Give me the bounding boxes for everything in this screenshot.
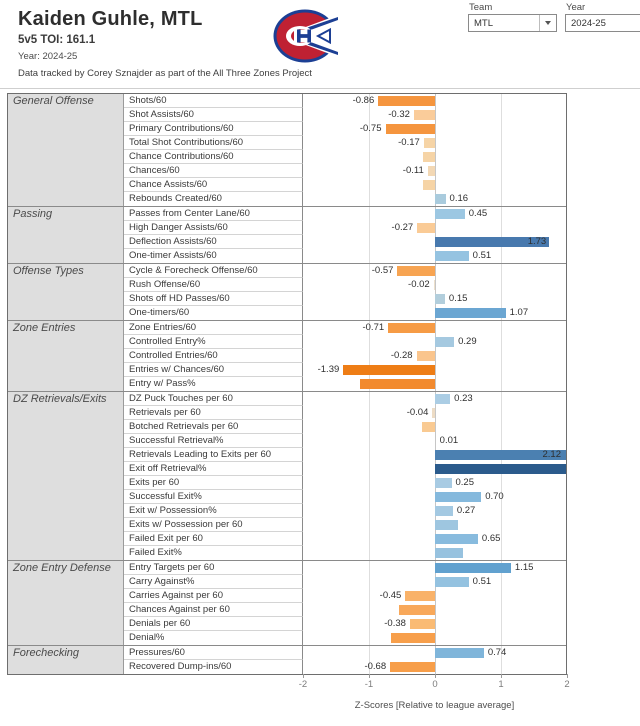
axis-tick bbox=[567, 674, 568, 678]
bar-value-label: 0.74 bbox=[487, 647, 507, 658]
table-row bbox=[124, 335, 566, 349]
bar-value-label: -0.71 bbox=[362, 322, 385, 333]
table-row bbox=[124, 504, 566, 518]
stat-label: Successful Retrieval% bbox=[124, 434, 303, 448]
bar-cell bbox=[303, 349, 566, 363]
stat-label: Rebounds Created/60 bbox=[124, 192, 303, 206]
bar-cell bbox=[303, 108, 566, 122]
stat-label: Failed Exit per 60 bbox=[124, 532, 303, 546]
bar-cell bbox=[303, 589, 566, 603]
stat-label: Shots/60 bbox=[124, 94, 303, 108]
table-row bbox=[124, 377, 566, 391]
team-select[interactable] bbox=[468, 14, 557, 32]
axis-tick bbox=[435, 674, 436, 678]
stat-label: Recovered Dump-ins/60 bbox=[124, 660, 303, 674]
bar-cell bbox=[303, 278, 566, 292]
stat-label: Chances/60 bbox=[124, 164, 303, 178]
bar-value-label: -0.02 bbox=[408, 279, 430, 290]
bar-cell bbox=[303, 363, 566, 377]
table-row bbox=[124, 278, 566, 292]
table-row bbox=[124, 546, 566, 560]
stat-label: Shot Assists/60 bbox=[124, 108, 303, 122]
stat-label: Retrievals per 60 bbox=[124, 406, 303, 420]
z-score-bar[interactable] bbox=[435, 478, 452, 488]
bar-value-label: -0.38 bbox=[384, 618, 406, 629]
z-score-bar[interactable] bbox=[417, 351, 435, 361]
table-row bbox=[124, 575, 566, 589]
bar-cell bbox=[303, 292, 566, 306]
z-score-bar[interactable] bbox=[435, 294, 445, 304]
stat-label: Denials per 60 bbox=[124, 617, 303, 631]
team-filter-label: Team bbox=[469, 2, 493, 13]
header-divider bbox=[0, 88, 640, 89]
z-score-bar[interactable] bbox=[435, 394, 450, 404]
section-label: Forechecking bbox=[8, 646, 124, 674]
bar-value-label: 0.16 bbox=[449, 193, 469, 204]
bar-value-label: -0.45 bbox=[379, 590, 402, 601]
z-score-bar[interactable] bbox=[405, 591, 435, 601]
z-score-bar[interactable] bbox=[423, 152, 435, 162]
z-score-bar[interactable] bbox=[424, 138, 435, 148]
bar-value-label: -0.75 bbox=[359, 123, 382, 134]
bar-cell bbox=[303, 136, 566, 150]
bar-value-label: 0.27 bbox=[456, 505, 476, 516]
bar-cell bbox=[303, 249, 566, 263]
section-1 bbox=[8, 207, 566, 264]
z-score-bar[interactable] bbox=[435, 464, 566, 474]
year-filter-label: Year bbox=[566, 2, 586, 13]
z-score-bar[interactable] bbox=[388, 323, 435, 333]
table-row bbox=[124, 476, 566, 490]
year-input-value: 2024-25 bbox=[571, 17, 606, 29]
table-row bbox=[124, 264, 566, 278]
stat-label: Exits per 60 bbox=[124, 476, 303, 490]
bar-value-label: 0.23 bbox=[454, 393, 473, 404]
z-score-bar[interactable] bbox=[435, 194, 446, 204]
stat-label: Deflection Assists/60 bbox=[124, 235, 303, 249]
bar-value-label: -0.04 bbox=[406, 407, 429, 418]
stat-label: Chance Assists/60 bbox=[124, 178, 303, 192]
bar-cell bbox=[303, 306, 566, 320]
bar-value-label: -0.68 bbox=[364, 661, 387, 672]
section-3 bbox=[8, 321, 566, 392]
bar-cell bbox=[303, 660, 566, 674]
bar-cell bbox=[303, 631, 566, 645]
stat-label: High Danger Assists/60 bbox=[124, 221, 303, 235]
table-row bbox=[124, 660, 566, 674]
section-label: DZ Retrievals/Exits bbox=[8, 392, 124, 560]
table-row bbox=[124, 108, 566, 122]
bar-value-label: -0.27 bbox=[391, 222, 414, 233]
table-row bbox=[124, 136, 566, 150]
table-row bbox=[124, 321, 566, 335]
axis-tick bbox=[369, 674, 370, 678]
table-row bbox=[124, 122, 566, 136]
section-label: Passing bbox=[8, 207, 124, 263]
bar-value-label: 0.51 bbox=[472, 250, 492, 261]
stat-label: Denial% bbox=[124, 631, 303, 645]
table-row bbox=[124, 94, 566, 108]
axis-tick-label: -1 bbox=[364, 679, 374, 690]
bar-value-label: 0.15 bbox=[448, 293, 468, 304]
table-row bbox=[124, 561, 566, 575]
table-row bbox=[124, 349, 566, 363]
section-label: Zone Entries bbox=[8, 321, 124, 391]
table-row bbox=[124, 207, 566, 221]
bar-value-label: 2.12 bbox=[542, 449, 561, 460]
z-score-bar[interactable] bbox=[435, 534, 478, 544]
stat-label: Rush Offense/60 bbox=[124, 278, 303, 292]
z-score-bar[interactable] bbox=[378, 96, 435, 106]
table-row bbox=[124, 235, 566, 249]
stat-label: Entry Targets per 60 bbox=[124, 561, 303, 575]
table-row bbox=[124, 589, 566, 603]
z-score-bar[interactable] bbox=[390, 662, 435, 672]
z-score-bar[interactable] bbox=[391, 633, 435, 643]
table-row bbox=[124, 221, 566, 235]
axis-tick-label: 1 bbox=[498, 679, 504, 690]
bar-cell bbox=[303, 504, 566, 518]
section-4 bbox=[8, 392, 566, 561]
bar-cell bbox=[303, 150, 566, 164]
section-0 bbox=[8, 94, 566, 207]
table-row bbox=[124, 249, 566, 263]
section-6 bbox=[8, 646, 566, 674]
bar-value-label: 0.65 bbox=[481, 533, 501, 544]
credit-line: Data tracked by Corey Sznajder as part of the All Three Zones Project bbox=[18, 68, 312, 79]
toi-subtitle: 5v5 TOI: 161.1 bbox=[18, 34, 96, 46]
table-row bbox=[124, 462, 566, 476]
bar-cell bbox=[303, 617, 566, 631]
z-score-bar[interactable] bbox=[435, 337, 454, 347]
stat-label: Retrievals Leading to Exits per 60 bbox=[124, 448, 303, 462]
bar-value-label: -0.17 bbox=[398, 137, 420, 148]
table-row bbox=[124, 532, 566, 546]
z-score-bar[interactable] bbox=[343, 365, 435, 375]
bar-value-label: 0.25 bbox=[455, 477, 474, 488]
stat-label: Exit off Retrieval% bbox=[124, 462, 303, 476]
table-row bbox=[124, 406, 566, 420]
table-row bbox=[124, 292, 566, 306]
stat-label: Controlled Entries/60 bbox=[124, 349, 303, 363]
bar-value-label: -0.28 bbox=[390, 350, 413, 361]
table-row bbox=[124, 490, 566, 504]
table-row bbox=[124, 448, 566, 462]
bar-cell bbox=[303, 192, 566, 206]
table-row bbox=[124, 392, 566, 406]
bar-cell bbox=[303, 235, 566, 249]
z-score-bar[interactable] bbox=[399, 605, 435, 615]
year-subtitle: Year: 2024-25 bbox=[18, 51, 78, 62]
stat-label: Failed Exit% bbox=[124, 546, 303, 560]
stat-label: Successful Exit% bbox=[124, 490, 303, 504]
stat-label: Entry w/ Pass% bbox=[124, 377, 303, 391]
bar-value-label: -0.57 bbox=[371, 265, 394, 276]
bar-cell bbox=[303, 575, 566, 589]
bar-cell bbox=[303, 335, 566, 349]
bar-cell bbox=[303, 462, 566, 476]
z-score-bar[interactable] bbox=[435, 577, 469, 587]
section-label: Zone Entry Defense bbox=[8, 561, 124, 645]
stat-label: One-timer Assists/60 bbox=[124, 249, 303, 263]
bar-cell bbox=[303, 476, 566, 490]
bar-cell bbox=[303, 448, 566, 462]
stat-label: One-timers/60 bbox=[124, 306, 303, 320]
table-row bbox=[124, 631, 566, 645]
table-row bbox=[124, 603, 566, 617]
stat-label: Controlled Entry% bbox=[124, 335, 303, 349]
z-score-bar[interactable] bbox=[386, 124, 436, 134]
z-score-bar[interactable] bbox=[435, 492, 481, 502]
bar-cell bbox=[303, 532, 566, 546]
bar-cell bbox=[303, 434, 566, 448]
stat-label: DZ Puck Touches per 60 bbox=[124, 392, 303, 406]
bar-cell bbox=[303, 561, 566, 575]
axis-tick-label: -2 bbox=[298, 679, 308, 690]
bar-cell bbox=[303, 603, 566, 617]
stat-label: Cycle & Forecheck Offense/60 bbox=[124, 264, 303, 278]
z-score-bar[interactable] bbox=[435, 548, 463, 558]
team-select-value: MTL bbox=[474, 17, 493, 29]
stat-label: Chance Contributions/60 bbox=[124, 150, 303, 164]
z-score-bar[interactable] bbox=[428, 166, 435, 176]
bar-value-label: -0.86 bbox=[352, 95, 375, 106]
axis-tick-label: 2 bbox=[564, 679, 570, 690]
table-row bbox=[124, 363, 566, 377]
bar-cell bbox=[303, 207, 566, 221]
bar-value-label: 1.73 bbox=[527, 236, 547, 247]
x-axis-title: Z-Scores [Relative to league average] bbox=[354, 700, 515, 711]
bar-value-label: 0.51 bbox=[472, 576, 492, 587]
bar-cell bbox=[303, 122, 566, 136]
bar-value-label: 0.29 bbox=[458, 336, 477, 347]
z-score-bar[interactable] bbox=[417, 223, 435, 233]
stat-label: Botched Retrievals per 60 bbox=[124, 420, 303, 434]
table-row bbox=[124, 420, 566, 434]
stat-label: Carries Against per 60 bbox=[124, 589, 303, 603]
z-score-bar[interactable] bbox=[360, 379, 435, 389]
stat-label: Primary Contributions/60 bbox=[124, 122, 303, 136]
chevron-down-icon[interactable] bbox=[539, 15, 556, 31]
bar-cell bbox=[303, 392, 566, 406]
bar-value-label: 0.45 bbox=[468, 208, 488, 219]
bar-value-label: -0.11 bbox=[402, 165, 424, 176]
table-row bbox=[124, 434, 566, 448]
stat-label: Passes from Center Lane/60 bbox=[124, 207, 303, 221]
table-row bbox=[124, 646, 566, 660]
table-row bbox=[124, 192, 566, 206]
stat-label: Shots off HD Passes/60 bbox=[124, 292, 303, 306]
table-row bbox=[124, 518, 566, 532]
bar-cell bbox=[303, 420, 566, 434]
section-label: General Offense bbox=[8, 94, 124, 206]
z-score-bar[interactable] bbox=[435, 506, 453, 516]
section-2 bbox=[8, 264, 566, 321]
bar-value-label: 1.15 bbox=[514, 562, 534, 573]
bar-cell bbox=[303, 646, 566, 660]
z-score-bar[interactable] bbox=[422, 422, 435, 432]
z-score-bar[interactable] bbox=[435, 308, 506, 318]
stat-label: Zone Entries/60 bbox=[124, 321, 303, 335]
bar-cell bbox=[303, 546, 566, 560]
z-score-bar[interactable] bbox=[410, 619, 435, 629]
z-score-bar[interactable] bbox=[432, 408, 435, 418]
stat-label: Entries w/ Chances/60 bbox=[124, 363, 303, 377]
bar-cell bbox=[303, 321, 566, 335]
z-score-bar[interactable] bbox=[434, 280, 435, 290]
z-score-bar[interactable] bbox=[435, 648, 484, 658]
canadiens-logo-icon bbox=[272, 8, 338, 64]
bar-cell bbox=[303, 406, 566, 420]
stat-label: Exit w/ Possession% bbox=[124, 504, 303, 518]
stat-label: Chances Against per 60 bbox=[124, 603, 303, 617]
axis-tick bbox=[303, 674, 304, 678]
year-input[interactable] bbox=[565, 14, 640, 32]
z-score-bar[interactable] bbox=[435, 563, 511, 573]
bar-cell bbox=[303, 221, 566, 235]
table-row bbox=[124, 306, 566, 320]
z-score-bar[interactable] bbox=[435, 251, 469, 261]
stat-label: Total Shot Contributions/60 bbox=[124, 136, 303, 150]
bar-cell bbox=[303, 377, 566, 391]
axis-tick bbox=[501, 674, 502, 678]
bar-cell bbox=[303, 94, 566, 108]
table-row bbox=[124, 178, 566, 192]
z-score-bar[interactable] bbox=[435, 209, 465, 219]
section-5 bbox=[8, 561, 566, 646]
stat-label: Carry Against% bbox=[124, 575, 303, 589]
bar-cell bbox=[303, 178, 566, 192]
stat-label: Pressures/60 bbox=[124, 646, 303, 660]
stat-label: Exits w/ Possession per 60 bbox=[124, 518, 303, 532]
bar-cell bbox=[303, 518, 566, 532]
bar-value-label: -0.32 bbox=[388, 109, 410, 120]
bar-cell bbox=[303, 164, 566, 178]
table-row bbox=[124, 617, 566, 631]
bar-value-label: -1.39 bbox=[317, 364, 340, 375]
bar-value-label: 0.70 bbox=[485, 491, 504, 502]
bar-value-label: 0.01 bbox=[439, 435, 459, 446]
axis-tick-label: 0 bbox=[432, 679, 438, 690]
z-score-bar[interactable] bbox=[435, 520, 458, 530]
page-title: Kaiden Guhle, MTL bbox=[18, 8, 203, 30]
bar-value-label: 1.07 bbox=[509, 307, 529, 318]
z-score-bar[interactable] bbox=[397, 266, 435, 276]
stat-table bbox=[7, 93, 567, 675]
z-score-bar[interactable] bbox=[423, 180, 435, 190]
z-score-bar[interactable] bbox=[414, 110, 435, 120]
table-row bbox=[124, 150, 566, 164]
section-label: Offense Types bbox=[8, 264, 124, 320]
bar-cell bbox=[303, 264, 566, 278]
table-row bbox=[124, 164, 566, 178]
bar-cell bbox=[303, 490, 566, 504]
